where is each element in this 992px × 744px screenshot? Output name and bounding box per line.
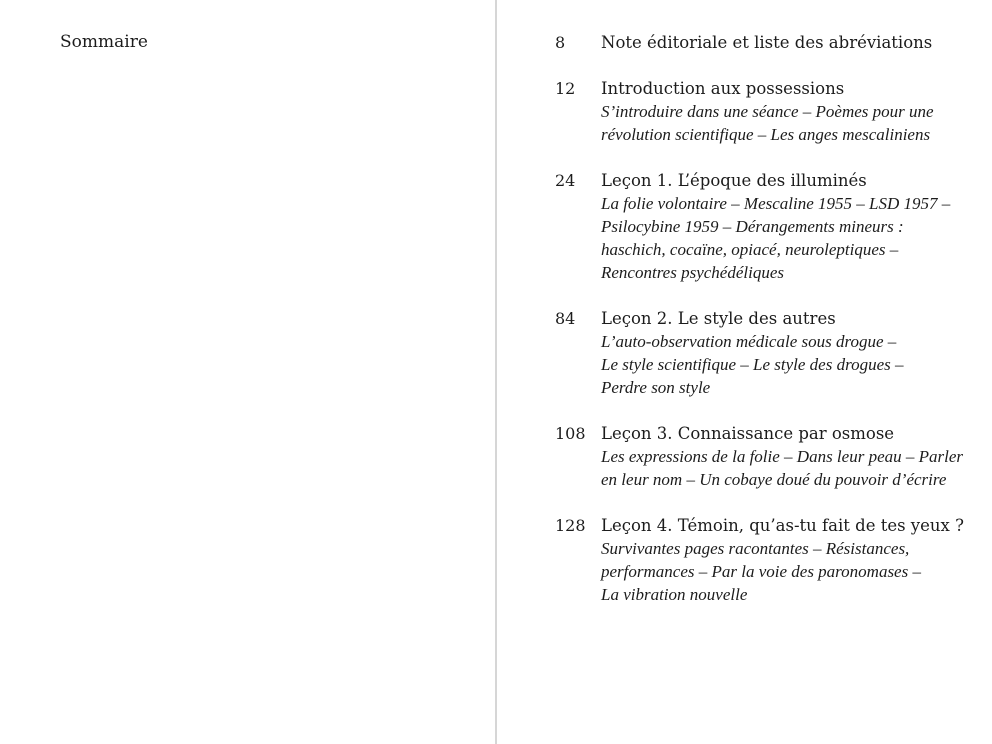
right-page: [497, 0, 992, 744]
toc-entry-title: Introduction aux possessions: [601, 79, 845, 98]
toc-entry-subtitle-line: haschich, cocaïne, opiacé, neuroleptiques –: [601, 240, 899, 259]
toc-entry-subtitle-line: Survivantes pages racontantes – Résistances,: [601, 539, 910, 558]
table-of-contents: [555, 31, 985, 629]
toc-entry-body: [601, 514, 985, 606]
toc-entry: [555, 307, 985, 399]
toc-entry-subtitle-line: révolution scientifique – Les anges mescaliniens: [601, 125, 931, 144]
toc-entry-subtitle-line: La vibration nouvelle: [601, 585, 748, 604]
toc-entry-subtitle-line: Psilocybine 1959 – Dérangements mineurs :: [601, 217, 904, 236]
toc-entry-subtitle-line: L’auto-observation médicale sous drogue –: [601, 332, 897, 351]
toc-entry-title: Leçon 3. Connaissance par osmose: [601, 424, 895, 443]
toc-entry-subtitle-line: Perdre son style: [601, 378, 711, 397]
toc-page-number: 24: [555, 171, 576, 190]
toc-page-number: 128: [555, 516, 586, 535]
page-title: Sommaire: [60, 32, 148, 52]
toc-entry-subtitle-line: en leur nom – Un cobaye doué du pouvoir d’écrire: [601, 470, 947, 489]
toc-page-number: 84: [555, 309, 576, 328]
toc-entry-body: [601, 307, 985, 399]
toc-entry-body: [601, 169, 985, 284]
toc-entry-subtitle-line: La folie volontaire – Mescaline 1955 – LSD 1957 –: [601, 194, 951, 213]
toc-entry: [555, 31, 985, 54]
toc-entry-body: [601, 31, 985, 54]
toc-entry-subtitle-line: performances – Par la voie des paronomases –: [601, 562, 921, 581]
toc-entry-title: Leçon 4. Témoin, qu’as-tu fait de tes yeux ?: [601, 516, 964, 535]
toc-page-number: 108: [555, 424, 586, 443]
toc-entry-body: [601, 422, 985, 491]
toc-entry-subtitle-line: S’introduire dans une séance – Poèmes pour une: [601, 102, 934, 121]
toc-page-number: 8: [555, 33, 566, 52]
toc-entry-body: [601, 77, 985, 146]
toc-entry-subtitle-line: Les expressions de la folie – Dans leur peau – Parler: [601, 447, 963, 466]
toc-entry-title: Leçon 1. L’époque des illuminés: [601, 171, 867, 190]
toc-entry-subtitle-line: Le style scientifique – Le style des drogues –: [601, 355, 904, 374]
toc-entry-title: Note éditoriale et liste des abréviations: [601, 33, 933, 52]
toc-entry-title: Leçon 2. Le style des autres: [601, 309, 836, 328]
toc-entry: [555, 169, 985, 284]
toc-entry: [555, 422, 985, 491]
toc-entry: [555, 514, 985, 606]
toc-page-number: 12: [555, 79, 576, 98]
toc-entry-subtitle-line: Rencontres psychédéliques: [601, 263, 784, 282]
toc-entry: [555, 77, 985, 146]
left-page: [0, 0, 495, 744]
